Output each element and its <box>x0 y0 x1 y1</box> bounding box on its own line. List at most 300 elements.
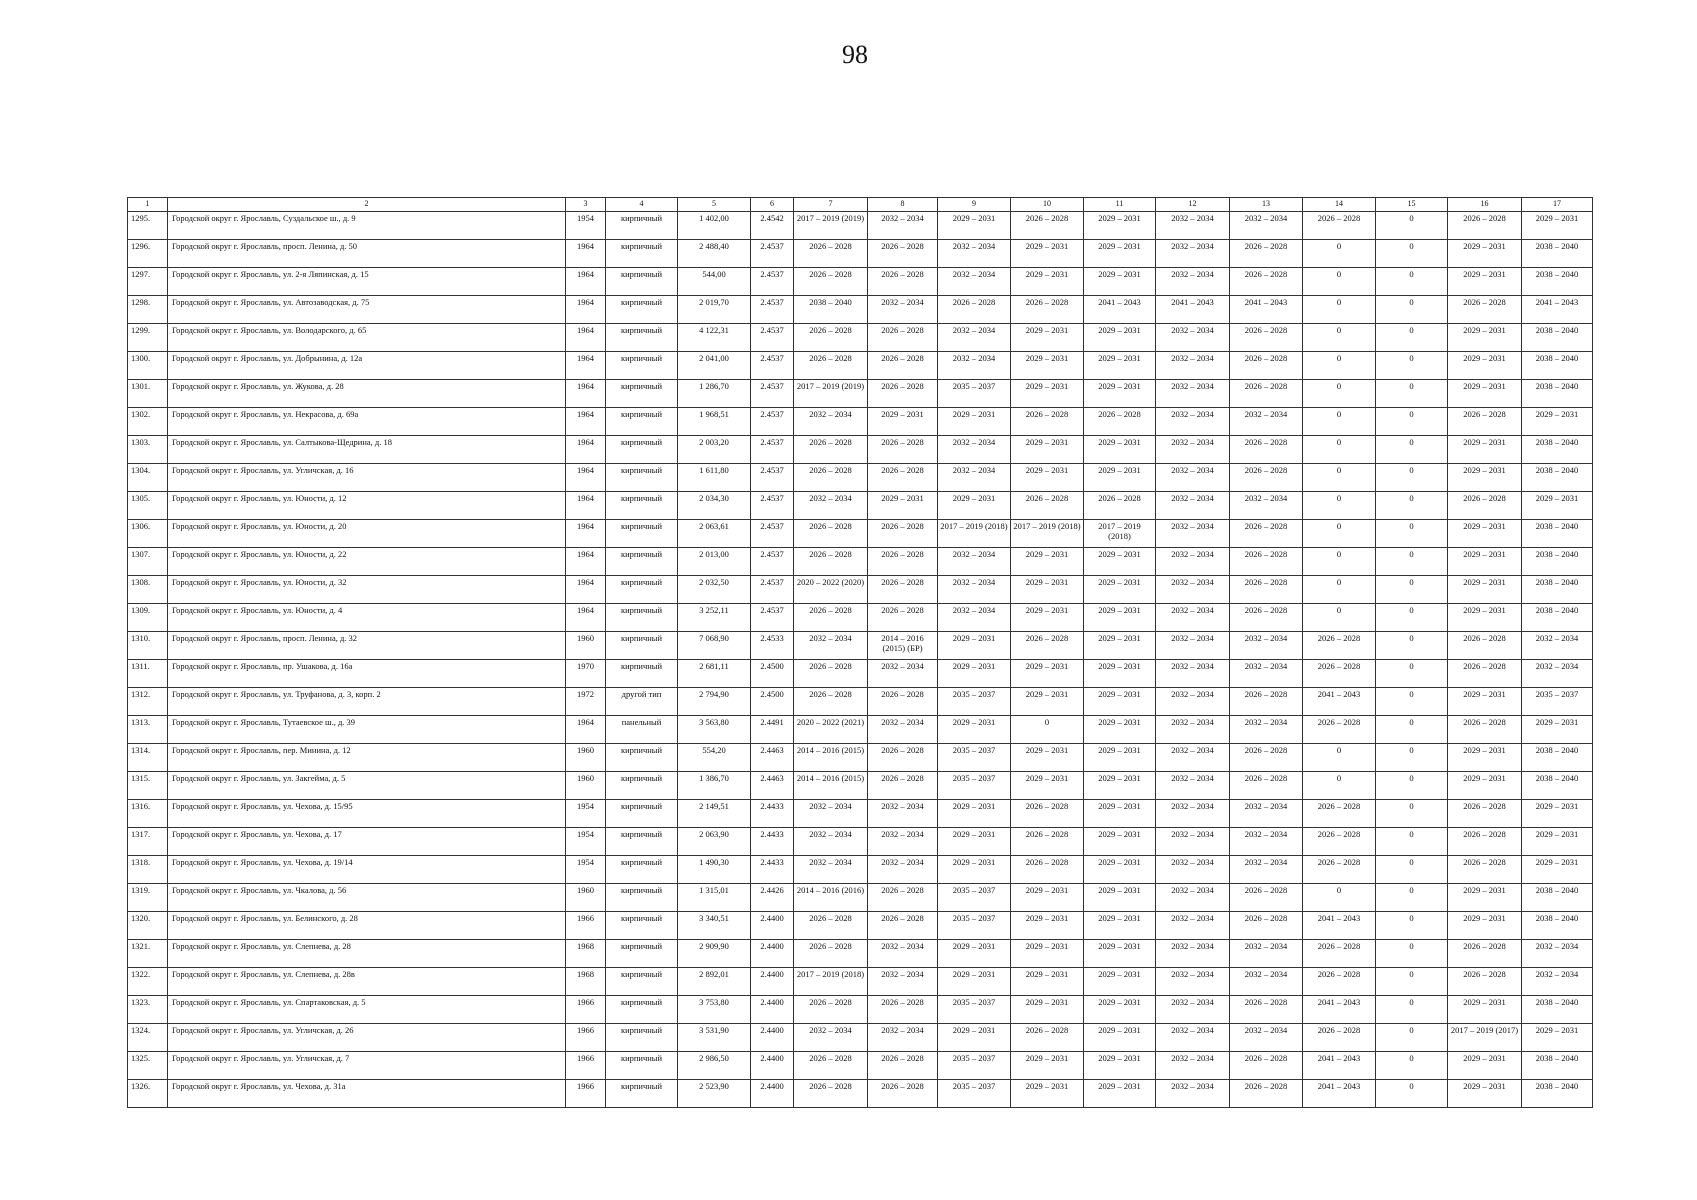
table-cell: 2026 – 2028 <box>1303 212 1376 240</box>
table-cell: 1311. <box>128 660 168 688</box>
table-cell: 2 041,00 <box>678 352 751 380</box>
table-cell: 2.4433 <box>751 828 794 856</box>
table-cell: кирпичный <box>606 912 678 940</box>
table-cell: 2026 – 2028 <box>1011 212 1084 240</box>
table-cell: 2038 – 2040 <box>1522 352 1593 380</box>
table-cell: 2032 – 2034 <box>1156 660 1230 688</box>
table-cell: 1308. <box>128 576 168 604</box>
table-cell: 0 <box>1376 1052 1448 1080</box>
table-cell: 2026 – 2028 <box>1011 408 1084 436</box>
table-cell: 2.4400 <box>751 968 794 996</box>
table-cell: 2020 – 2022 (2021) <box>794 716 868 744</box>
table-cell: 2 003,20 <box>678 436 751 464</box>
table-cell: 2029 – 2031 <box>1084 240 1156 268</box>
table-cell: 1301. <box>128 380 168 408</box>
table-cell: 2026 – 2028 <box>1448 828 1522 856</box>
table-row <box>128 856 1593 884</box>
table-cell: 2029 – 2031 <box>1448 352 1522 380</box>
table-row <box>128 688 1593 716</box>
table-cell: 2017 – 2019 (2019) <box>794 212 868 240</box>
table-cell: 2026 – 2028 <box>1230 1052 1303 1080</box>
table-cell: 2026 – 2028 <box>794 464 868 492</box>
table-cell: 2029 – 2031 <box>1011 436 1084 464</box>
table-cell: Городской округ г. Ярославль, ул. Труфанова, д. 3, корп. 2 <box>168 688 566 716</box>
table-cell: 2029 – 2031 <box>938 408 1011 436</box>
table-cell: 2035 – 2037 <box>938 996 1011 1024</box>
table-cell: 2038 – 2040 <box>1522 324 1593 352</box>
table-cell: 2038 – 2040 <box>1522 576 1593 604</box>
table-cell: 2026 – 2028 <box>868 912 938 940</box>
table-cell: 2029 – 2031 <box>1522 212 1593 240</box>
table-cell: 1964 <box>566 352 606 380</box>
table-cell: 2029 – 2031 <box>1448 324 1522 352</box>
table-cell: кирпичный <box>606 408 678 436</box>
table-cell: 2029 – 2031 <box>1522 800 1593 828</box>
table-cell: 2029 – 2031 <box>938 940 1011 968</box>
table-cell: кирпичный <box>606 548 678 576</box>
table-cell: 1954 <box>566 856 606 884</box>
table-cell: 2029 – 2031 <box>1448 240 1522 268</box>
table-cell: 2026 – 2028 <box>1230 744 1303 772</box>
column-header: 6 <box>751 198 794 212</box>
table-cell: 2029 – 2031 <box>1011 744 1084 772</box>
table-cell: 0 <box>1303 296 1376 324</box>
table-row <box>128 464 1593 492</box>
table-cell: 2014 – 2016 (2015) <box>794 772 868 800</box>
table-cell: 2 909,90 <box>678 940 751 968</box>
table-cell: 2026 – 2028 <box>1448 660 1522 688</box>
table-cell: 2029 – 2031 <box>1011 380 1084 408</box>
table-cell: 554,20 <box>678 744 751 772</box>
table-cell: Городской округ г. Ярославль, ул. Некрасова, д. 69а <box>168 408 566 436</box>
table-cell: 2032 – 2034 <box>1230 716 1303 744</box>
table-cell: 1296. <box>128 240 168 268</box>
table-cell: 0 <box>1376 716 1448 744</box>
table-cell: Городской округ г. Ярославль, ул. Белинского, д. 28 <box>168 912 566 940</box>
table-cell: Городской округ г. Ярославль, Тутаевское ш., д. 39 <box>168 716 566 744</box>
table-cell: 1324. <box>128 1024 168 1052</box>
table-cell: 2 032,50 <box>678 576 751 604</box>
column-header: 7 <box>794 198 868 212</box>
table-cell: 2026 – 2028 <box>1011 492 1084 520</box>
table-cell: 2.4537 <box>751 548 794 576</box>
table-cell: 0 <box>1376 1024 1448 1052</box>
table-cell: 2029 – 2031 <box>938 632 1011 660</box>
table-cell: 1972 <box>566 688 606 716</box>
table-row <box>128 296 1593 324</box>
table-cell: 3 753,80 <box>678 996 751 1024</box>
table-cell: 2026 – 2028 <box>1230 548 1303 576</box>
table-cell: 2026 – 2028 <box>1230 912 1303 940</box>
table-header-row <box>128 198 1593 212</box>
table-cell: 2026 – 2028 <box>1230 884 1303 912</box>
table-cell: 2029 – 2031 <box>1084 1052 1156 1080</box>
table-cell: 2032 – 2034 <box>794 856 868 884</box>
table-cell: кирпичный <box>606 968 678 996</box>
column-header: 3 <box>566 198 606 212</box>
table-row <box>128 492 1593 520</box>
table-cell: 1966 <box>566 1024 606 1052</box>
table-cell: 2035 – 2037 <box>938 884 1011 912</box>
table-cell: 2029 – 2031 <box>1522 1024 1593 1052</box>
table-cell: 2029 – 2031 <box>1448 520 1522 548</box>
table-cell: Городской округ г. Ярославль, ул. Угличская, д. 7 <box>168 1052 566 1080</box>
table-cell: 2 019,70 <box>678 296 751 324</box>
table-cell: 2029 – 2031 <box>1084 268 1156 296</box>
table-cell: другой тип <box>606 688 678 716</box>
table-cell: 2026 – 2028 <box>794 352 868 380</box>
table-cell: Городской округ г. Ярославль, ул. Салтыкова-Щедрина, д. 18 <box>168 436 566 464</box>
table-cell: 1964 <box>566 408 606 436</box>
table-cell: 2.4537 <box>751 380 794 408</box>
table-cell: 2032 – 2034 <box>1156 576 1230 604</box>
table-cell: 1964 <box>566 604 606 632</box>
table-cell: 2029 – 2031 <box>1011 268 1084 296</box>
table-cell: 2038 – 2040 <box>1522 548 1593 576</box>
table-cell: 2029 – 2031 <box>1084 548 1156 576</box>
table-cell: 0 <box>1303 520 1376 548</box>
table-cell: Городской округ г. Ярославль, ул. Чехова, д. 19/14 <box>168 856 566 884</box>
table-cell: 1964 <box>566 268 606 296</box>
table-cell: 2032 – 2034 <box>1156 1080 1230 1108</box>
table-cell: 2029 – 2031 <box>938 716 1011 744</box>
table-cell: 2 488,40 <box>678 240 751 268</box>
table-cell: 1964 <box>566 464 606 492</box>
table-cell: 2026 – 2028 <box>1084 492 1156 520</box>
table-cell: 2.4433 <box>751 856 794 884</box>
table-cell: 1964 <box>566 436 606 464</box>
table-cell: 2029 – 2031 <box>1084 576 1156 604</box>
table-cell: 2038 – 2040 <box>1522 744 1593 772</box>
table-cell: 2.4537 <box>751 492 794 520</box>
table-cell: 2029 – 2031 <box>1084 828 1156 856</box>
table-cell: 2029 – 2031 <box>938 1024 1011 1052</box>
table-cell: 2026 – 2028 <box>794 436 868 464</box>
table-cell: 2026 – 2028 <box>1303 660 1376 688</box>
table-cell: 2026 – 2028 <box>1230 772 1303 800</box>
table-cell: 2026 – 2028 <box>1230 240 1303 268</box>
table-cell: 2026 – 2028 <box>1303 1024 1376 1052</box>
table-cell: 2026 – 2028 <box>794 604 868 632</box>
column-header: 16 <box>1448 198 1522 212</box>
column-header: 9 <box>938 198 1011 212</box>
table-cell: 0 <box>1303 436 1376 464</box>
table-row <box>128 632 1593 660</box>
table-row <box>128 548 1593 576</box>
table-cell: кирпичный <box>606 884 678 912</box>
table-cell: 2.4500 <box>751 688 794 716</box>
column-header: 10 <box>1011 198 1084 212</box>
table-row <box>128 828 1593 856</box>
table-cell: 0 <box>1303 548 1376 576</box>
table-cell: 1964 <box>566 520 606 548</box>
table-cell: 2029 – 2031 <box>1084 772 1156 800</box>
table-cell: 2041 – 2043 <box>1303 1052 1376 1080</box>
table-cell: 2.4400 <box>751 1024 794 1052</box>
table-cell: Городской округ г. Ярославль, просп. Ленина, д. 50 <box>168 240 566 268</box>
table-cell: 2032 – 2034 <box>938 576 1011 604</box>
table-cell: 2026 – 2028 <box>868 1080 938 1108</box>
table-cell: 2026 – 2028 <box>1448 296 1522 324</box>
table-cell: 2029 – 2031 <box>1084 716 1156 744</box>
table-cell: 2029 – 2031 <box>1084 800 1156 828</box>
table-cell: 2032 – 2034 <box>1156 800 1230 828</box>
table-cell: 2017 – 2019 (2018) <box>938 520 1011 548</box>
table-cell: 2026 – 2028 <box>868 268 938 296</box>
table-cell: 2032 – 2034 <box>1156 436 1230 464</box>
table-cell: 2032 – 2034 <box>868 660 938 688</box>
table-cell: 3 531,90 <box>678 1024 751 1052</box>
table-cell: 1964 <box>566 380 606 408</box>
table-cell: 2020 – 2022 (2020) <box>794 576 868 604</box>
table-cell: 2026 – 2028 <box>1230 380 1303 408</box>
table-cell: 2026 – 2028 <box>1011 828 1084 856</box>
table-cell: 2026 – 2028 <box>1448 212 1522 240</box>
table-cell: кирпичный <box>606 772 678 800</box>
table-cell: 1 315,01 <box>678 884 751 912</box>
table-cell: 2026 – 2028 <box>1448 856 1522 884</box>
table-cell: 0 <box>1303 604 1376 632</box>
table-cell: 1310. <box>128 632 168 660</box>
table-cell: 2029 – 2031 <box>1084 940 1156 968</box>
table-cell: Городской округ г. Ярославль, пр. Ушакова, д. 16а <box>168 660 566 688</box>
table-cell: 2029 – 2031 <box>1522 492 1593 520</box>
table-cell: 2038 – 2040 <box>1522 464 1593 492</box>
table-cell: 2032 – 2034 <box>1156 1024 1230 1052</box>
table-cell: 3 252,11 <box>678 604 751 632</box>
table-cell: 1313. <box>128 716 168 744</box>
table-cell: 2026 – 2028 <box>794 996 868 1024</box>
column-header: 14 <box>1303 198 1376 212</box>
table-cell: 1321. <box>128 940 168 968</box>
table-cell: 1320. <box>128 912 168 940</box>
table-cell: кирпичный <box>606 464 678 492</box>
table-cell: 2026 – 2028 <box>794 688 868 716</box>
table-cell: 2029 – 2031 <box>938 492 1011 520</box>
table-cell: 2029 – 2031 <box>868 408 938 436</box>
table-cell: 2032 – 2034 <box>1230 1024 1303 1052</box>
table-cell: 1307. <box>128 548 168 576</box>
table-cell: кирпичный <box>606 632 678 660</box>
table-row <box>128 996 1593 1024</box>
table-cell: 2032 – 2034 <box>1156 212 1230 240</box>
table-cell: Городской округ г. Ярославль, ул. Закгейма, д. 5 <box>168 772 566 800</box>
table-cell: 0 <box>1376 688 1448 716</box>
table-cell: 2 013,00 <box>678 548 751 576</box>
table-cell: 2035 – 2037 <box>1522 688 1593 716</box>
table-cell: 2032 – 2034 <box>1156 940 1230 968</box>
table-cell: 1964 <box>566 492 606 520</box>
table-cell: 2026 – 2028 <box>868 604 938 632</box>
table-cell: 2.4400 <box>751 940 794 968</box>
table-cell: 2026 – 2028 <box>1230 576 1303 604</box>
table-cell: 2026 – 2028 <box>1011 856 1084 884</box>
table-cell: 1300. <box>128 352 168 380</box>
table-cell: 2.4537 <box>751 464 794 492</box>
table-cell: 2032 – 2034 <box>794 632 868 660</box>
table-row <box>128 1080 1593 1108</box>
table-cell: 2026 – 2028 <box>794 1052 868 1080</box>
table-cell: 2029 – 2031 <box>1084 380 1156 408</box>
table-cell: 2032 – 2034 <box>1230 828 1303 856</box>
table-cell: кирпичный <box>606 240 678 268</box>
table-cell: 0 <box>1376 296 1448 324</box>
table-cell: 2026 – 2028 <box>1230 996 1303 1024</box>
table-cell: 2026 – 2028 <box>794 240 868 268</box>
table-cell: 2032 – 2034 <box>868 1024 938 1052</box>
table-cell: 0 <box>1376 520 1448 548</box>
table-cell: 2032 – 2034 <box>1522 632 1593 660</box>
table-cell: 2026 – 2028 <box>1230 352 1303 380</box>
table-row <box>128 324 1593 352</box>
table-cell: 2035 – 2037 <box>938 688 1011 716</box>
table-cell: 1960 <box>566 884 606 912</box>
table-cell: 2026 – 2028 <box>1448 968 1522 996</box>
table-cell: 2026 – 2028 <box>868 436 938 464</box>
table-cell: 2029 – 2031 <box>1448 268 1522 296</box>
table-cell: 2038 – 2040 <box>1522 912 1593 940</box>
table-cell: 2032 – 2034 <box>1156 996 1230 1024</box>
table-cell: 2029 – 2031 <box>1522 856 1593 884</box>
table-cell: 2014 – 2016 (2015) <box>794 744 868 772</box>
table-cell: 544,00 <box>678 268 751 296</box>
table-row <box>128 940 1593 968</box>
table-cell: 2032 – 2034 <box>1522 968 1593 996</box>
table-cell: 2 034,30 <box>678 492 751 520</box>
table-cell: 2026 – 2028 <box>794 324 868 352</box>
table-cell: Городской округ г. Ярославль, ул. Чехова, д. 31а <box>168 1080 566 1108</box>
table-cell: 0 <box>1376 380 1448 408</box>
table-row <box>128 968 1593 996</box>
housing-table <box>127 197 1593 1108</box>
table-cell: 1966 <box>566 912 606 940</box>
table-cell: 2017 – 2019 (2017) <box>1448 1024 1522 1052</box>
table-cell: 2026 – 2028 <box>794 1080 868 1108</box>
table-cell: 2029 – 2031 <box>1011 772 1084 800</box>
table-cell: 2.4537 <box>751 520 794 548</box>
table-cell: 2032 – 2034 <box>1522 660 1593 688</box>
table-cell: 0 <box>1376 436 1448 464</box>
table-cell: 2.4537 <box>751 408 794 436</box>
table-cell: 1318. <box>128 856 168 884</box>
table-cell: 2029 – 2031 <box>1011 576 1084 604</box>
table-cell: 2026 – 2028 <box>794 520 868 548</box>
table-cell: 2026 – 2028 <box>938 296 1011 324</box>
table-cell: 1298. <box>128 296 168 324</box>
page-number: 98 <box>842 40 868 69</box>
table-cell: 0 <box>1376 912 1448 940</box>
table-row <box>128 604 1593 632</box>
table-cell: 0 <box>1303 268 1376 296</box>
table-cell: 1295. <box>128 212 168 240</box>
table-cell: 2032 – 2034 <box>1230 212 1303 240</box>
table-cell: Городской округ г. Ярославль, ул. Юности, д. 4 <box>168 604 566 632</box>
table-row <box>128 912 1593 940</box>
table-cell: 2026 – 2028 <box>1303 632 1376 660</box>
table-cell: 2029 – 2031 <box>1084 912 1156 940</box>
table-cell: 2032 – 2034 <box>1156 968 1230 996</box>
table-cell: 2026 – 2028 <box>1230 324 1303 352</box>
table-cell: 1954 <box>566 212 606 240</box>
table-cell: кирпичный <box>606 744 678 772</box>
table-cell: 2017 – 2019 (2018) <box>1084 520 1156 548</box>
table-cell: 2032 – 2034 <box>938 464 1011 492</box>
table-cell: 2032 – 2034 <box>794 1024 868 1052</box>
table-cell: 1305. <box>128 492 168 520</box>
table-cell: 2029 – 2031 <box>1448 604 1522 632</box>
table-cell: Городской округ г. Ярославль, ул. Юности, д. 22 <box>168 548 566 576</box>
table-cell: кирпичный <box>606 352 678 380</box>
table-cell: кирпичный <box>606 520 678 548</box>
table-cell: 2032 – 2034 <box>1230 492 1303 520</box>
table-cell: 1964 <box>566 716 606 744</box>
table-cell: 2026 – 2028 <box>1448 492 1522 520</box>
table-cell: 2032 – 2034 <box>1156 884 1230 912</box>
table-cell: 2026 – 2028 <box>1230 268 1303 296</box>
table-cell: 2041 – 2043 <box>1522 296 1593 324</box>
table-cell: 2026 – 2028 <box>868 576 938 604</box>
table-cell: 1970 <box>566 660 606 688</box>
table-cell: 1323. <box>128 996 168 1024</box>
table-cell: 2.4537 <box>751 604 794 632</box>
table-row <box>128 352 1593 380</box>
table-cell: 2032 – 2034 <box>794 408 868 436</box>
table-cell: 1303. <box>128 436 168 464</box>
table-cell: 2032 – 2034 <box>1156 828 1230 856</box>
table-cell: Городской округ г. Ярославль, ул. Чехова, д. 17 <box>168 828 566 856</box>
table-cell: 2032 – 2034 <box>1156 324 1230 352</box>
table-cell: Городской округ г. Ярославль, просп. Ленина, д. 32 <box>168 632 566 660</box>
table-cell: 0 <box>1376 772 1448 800</box>
table-cell: 0 <box>1376 660 1448 688</box>
table-cell: 2032 – 2034 <box>1230 940 1303 968</box>
table-row <box>128 240 1593 268</box>
table-cell: 2032 – 2034 <box>938 548 1011 576</box>
table-cell: 2032 – 2034 <box>794 492 868 520</box>
table-cell: 2.4433 <box>751 800 794 828</box>
table-row <box>128 884 1593 912</box>
table-cell: 2029 – 2031 <box>1448 548 1522 576</box>
table-cell: 1314. <box>128 744 168 772</box>
table-cell: кирпичный <box>606 940 678 968</box>
table-cell: 2038 – 2040 <box>1522 520 1593 548</box>
table-cell: Городской округ г. Ярославль, ул. Автозаводская, д. 75 <box>168 296 566 324</box>
table-cell: 2026 – 2028 <box>868 884 938 912</box>
table-cell: кирпичный <box>606 296 678 324</box>
table-cell: 2032 – 2034 <box>938 352 1011 380</box>
table-cell: 1 386,70 <box>678 772 751 800</box>
table-cell: 2.4533 <box>751 632 794 660</box>
table-cell: 2038 – 2040 <box>794 296 868 324</box>
table-cell: 0 <box>1376 492 1448 520</box>
table-cell: 1966 <box>566 1080 606 1108</box>
column-header: 15 <box>1376 198 1448 212</box>
table-cell: 2029 – 2031 <box>1448 464 1522 492</box>
table-cell: 2.4463 <box>751 744 794 772</box>
table-cell: 2.4542 <box>751 212 794 240</box>
table-cell: Городской округ г. Ярославль, ул. Володарского, д. 65 <box>168 324 566 352</box>
table-cell: 2032 – 2034 <box>1156 408 1230 436</box>
table-cell: 2032 – 2034 <box>938 324 1011 352</box>
table-cell: 2032 – 2034 <box>794 800 868 828</box>
table-cell: 2026 – 2028 <box>1303 800 1376 828</box>
table-cell: 1316. <box>128 800 168 828</box>
table-cell: 0 <box>1303 884 1376 912</box>
table-cell: 2026 – 2028 <box>1303 716 1376 744</box>
table-cell: 2032 – 2034 <box>1230 408 1303 436</box>
table-cell: 2029 – 2031 <box>1084 996 1156 1024</box>
table-cell: 2032 – 2034 <box>1156 772 1230 800</box>
